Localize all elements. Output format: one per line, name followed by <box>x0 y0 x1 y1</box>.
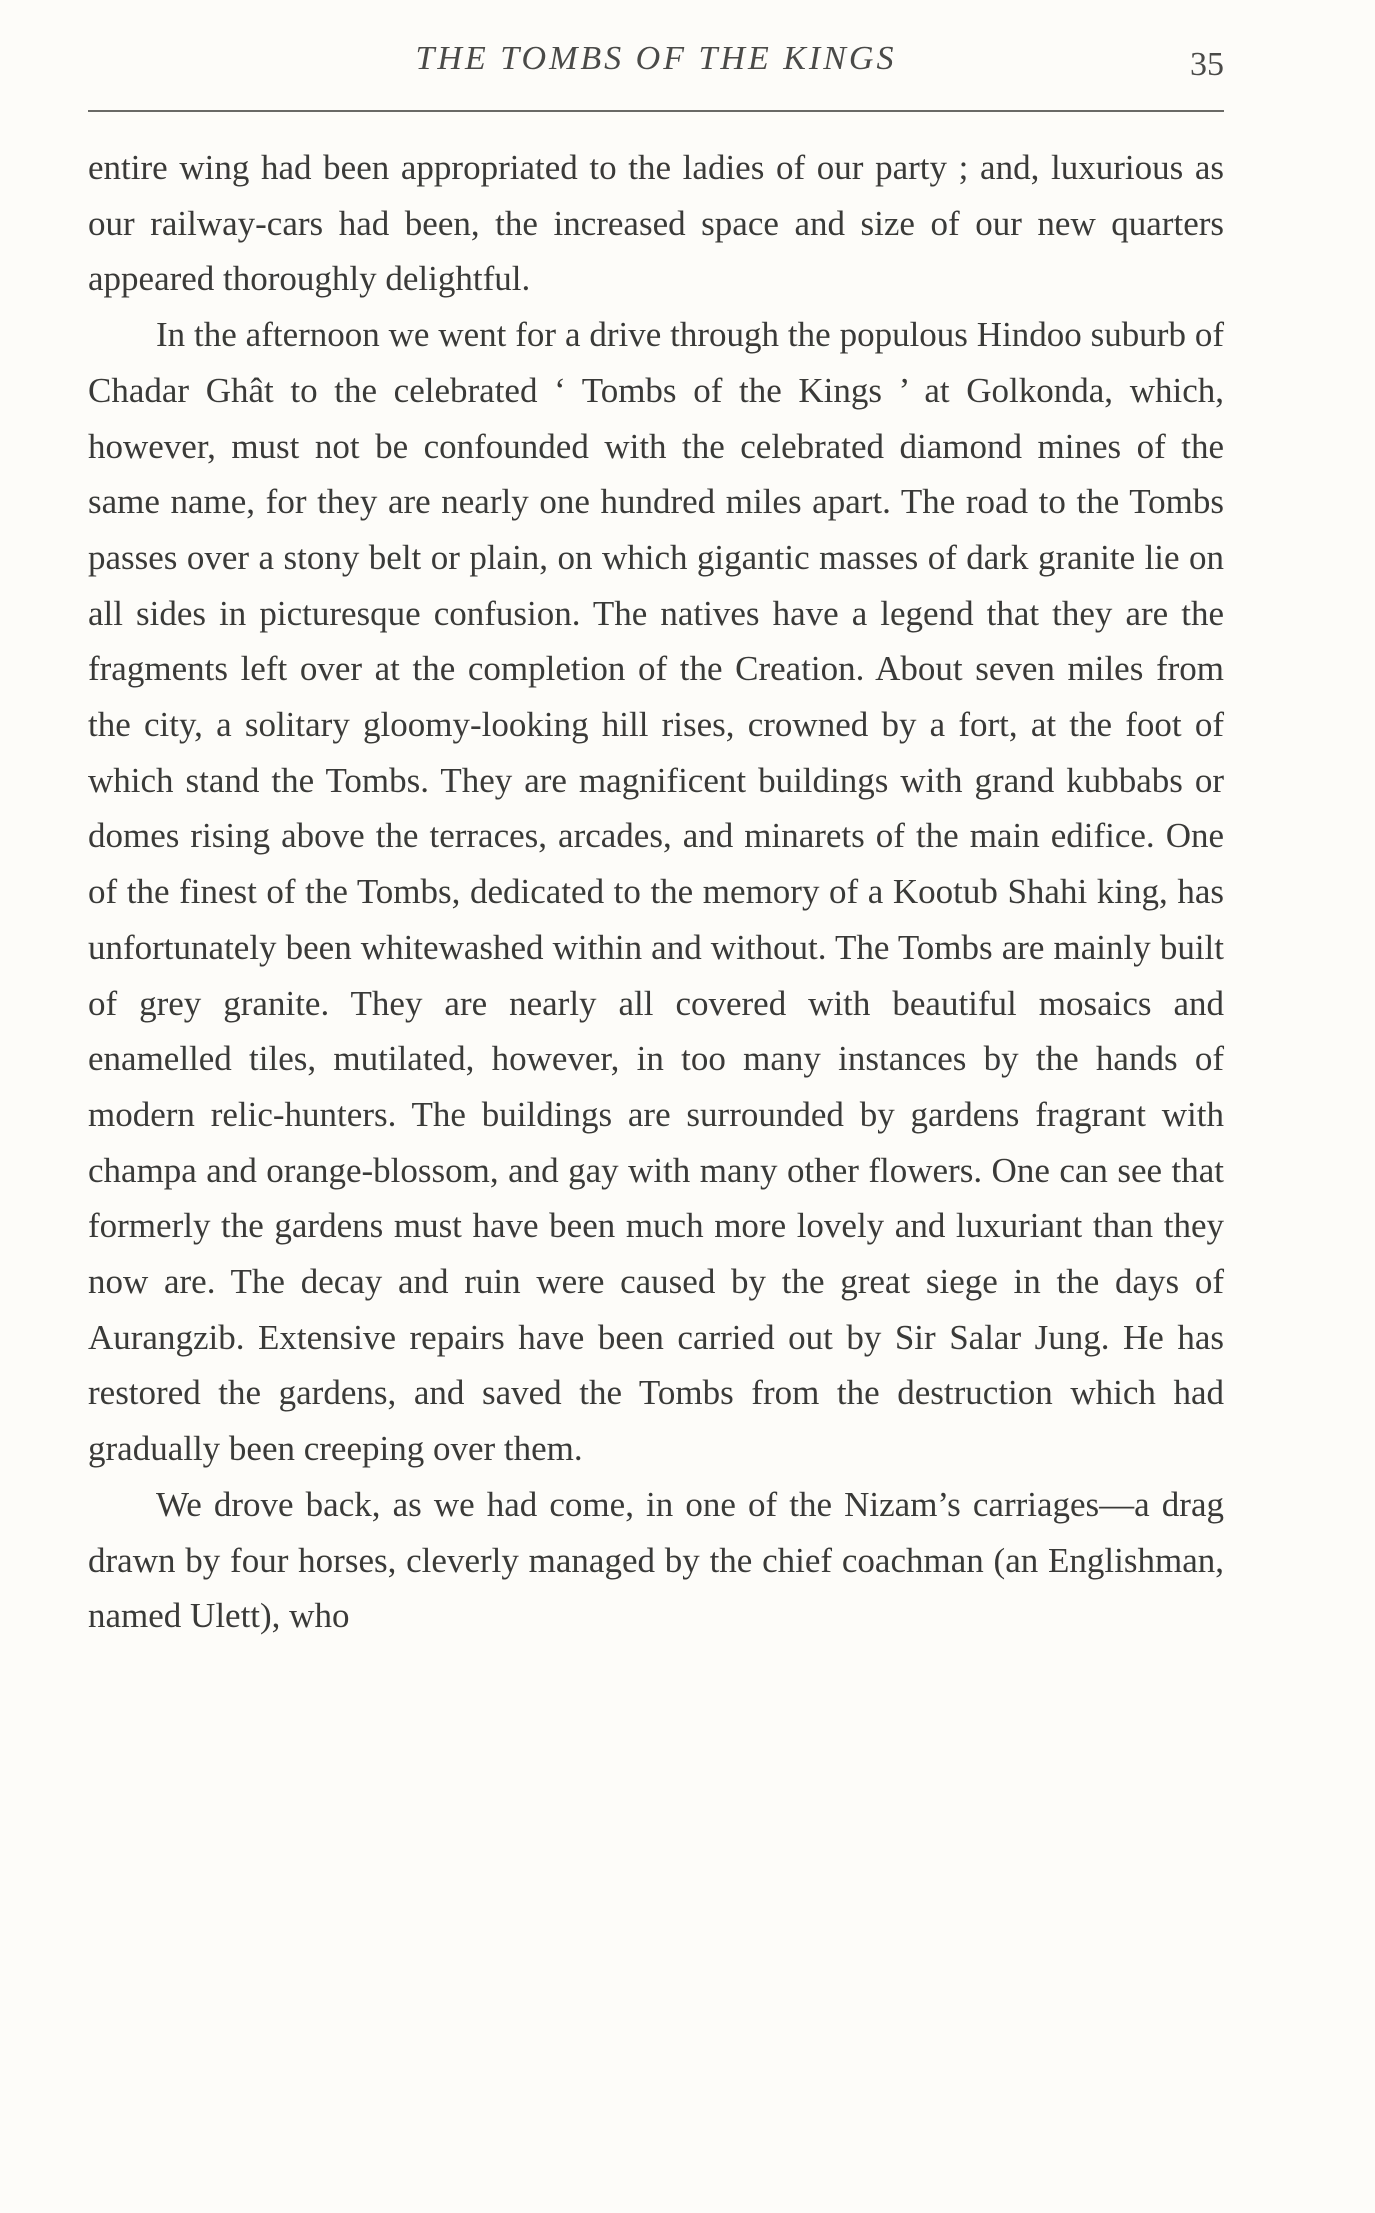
header-rule <box>88 110 1224 112</box>
paragraph-drive-back: We drove back, as we had come, in one of the Nizam’s carriages—a drag drawn by four horses, cleverly managed by the chief coachman (an Englishman, named Ulett), who <box>88 1484 1224 1636</box>
paragraph-continued: entire wing had been appropriated to the ladies of our party ; and, luxurious as our railway-cars had been, the increased space and size of our new quarters appeared thoroughly delightful. <box>88 148 1224 299</box>
running-head <box>88 40 1224 83</box>
body-text <box>88 140 1224 1644</box>
paragraph-tombs: In the afternoon we went for a drive through the populous Hindoo suburb of Chadar Ghât to the celebrated ‘ Tombs of the Kings ’ at Golkonda, which, however, must not be confounded with the celebrated diamond mines of the same name, for they are nearly one hundred miles apart. The road to the Tombs passes over a stony belt or plain, on which gigantic masses of dark granite lie on all sides in picturesque confusion. The natives have a legend that they are the fragments left over at the completion of the Creation. About seven miles from the city, a solitary gloomy-looking hill rises, crowned by a fort, at the foot of which stand the Tombs. They are magnificent buildings with grand kubbabs or domes rising above the terraces, arcades, and minarets of the main edifice. One of the finest of the Tombs, dedicated to the memory of a Kootub Shahi king, has unfortunately been whitewashed within and without. The Tombs are mainly built of grey granite. They are nearly all covered with beautiful mosaics and enamelled tiles, mutilated, however, in too many instances by the hands of modern relic-hunters. The buildings are surrounded by gardens fragrant with champa and orange-blossom, and gay with many other flowers. One can see that formerly the gardens must have been much more lovely and luxuriant than they now are. The decay and ruin were caused by the great siege in the days of Aurangzib. Extensive repairs have been carried out by Sir Salar Jung. He has restored the gardens, and saved the Tombs from the destruction which had gradually been creeping over them. <box>88 315 1224 1469</box>
page-number: 35 <box>1190 46 1224 83</box>
running-title: THE TOMBS OF THE KINGS <box>415 40 897 77</box>
